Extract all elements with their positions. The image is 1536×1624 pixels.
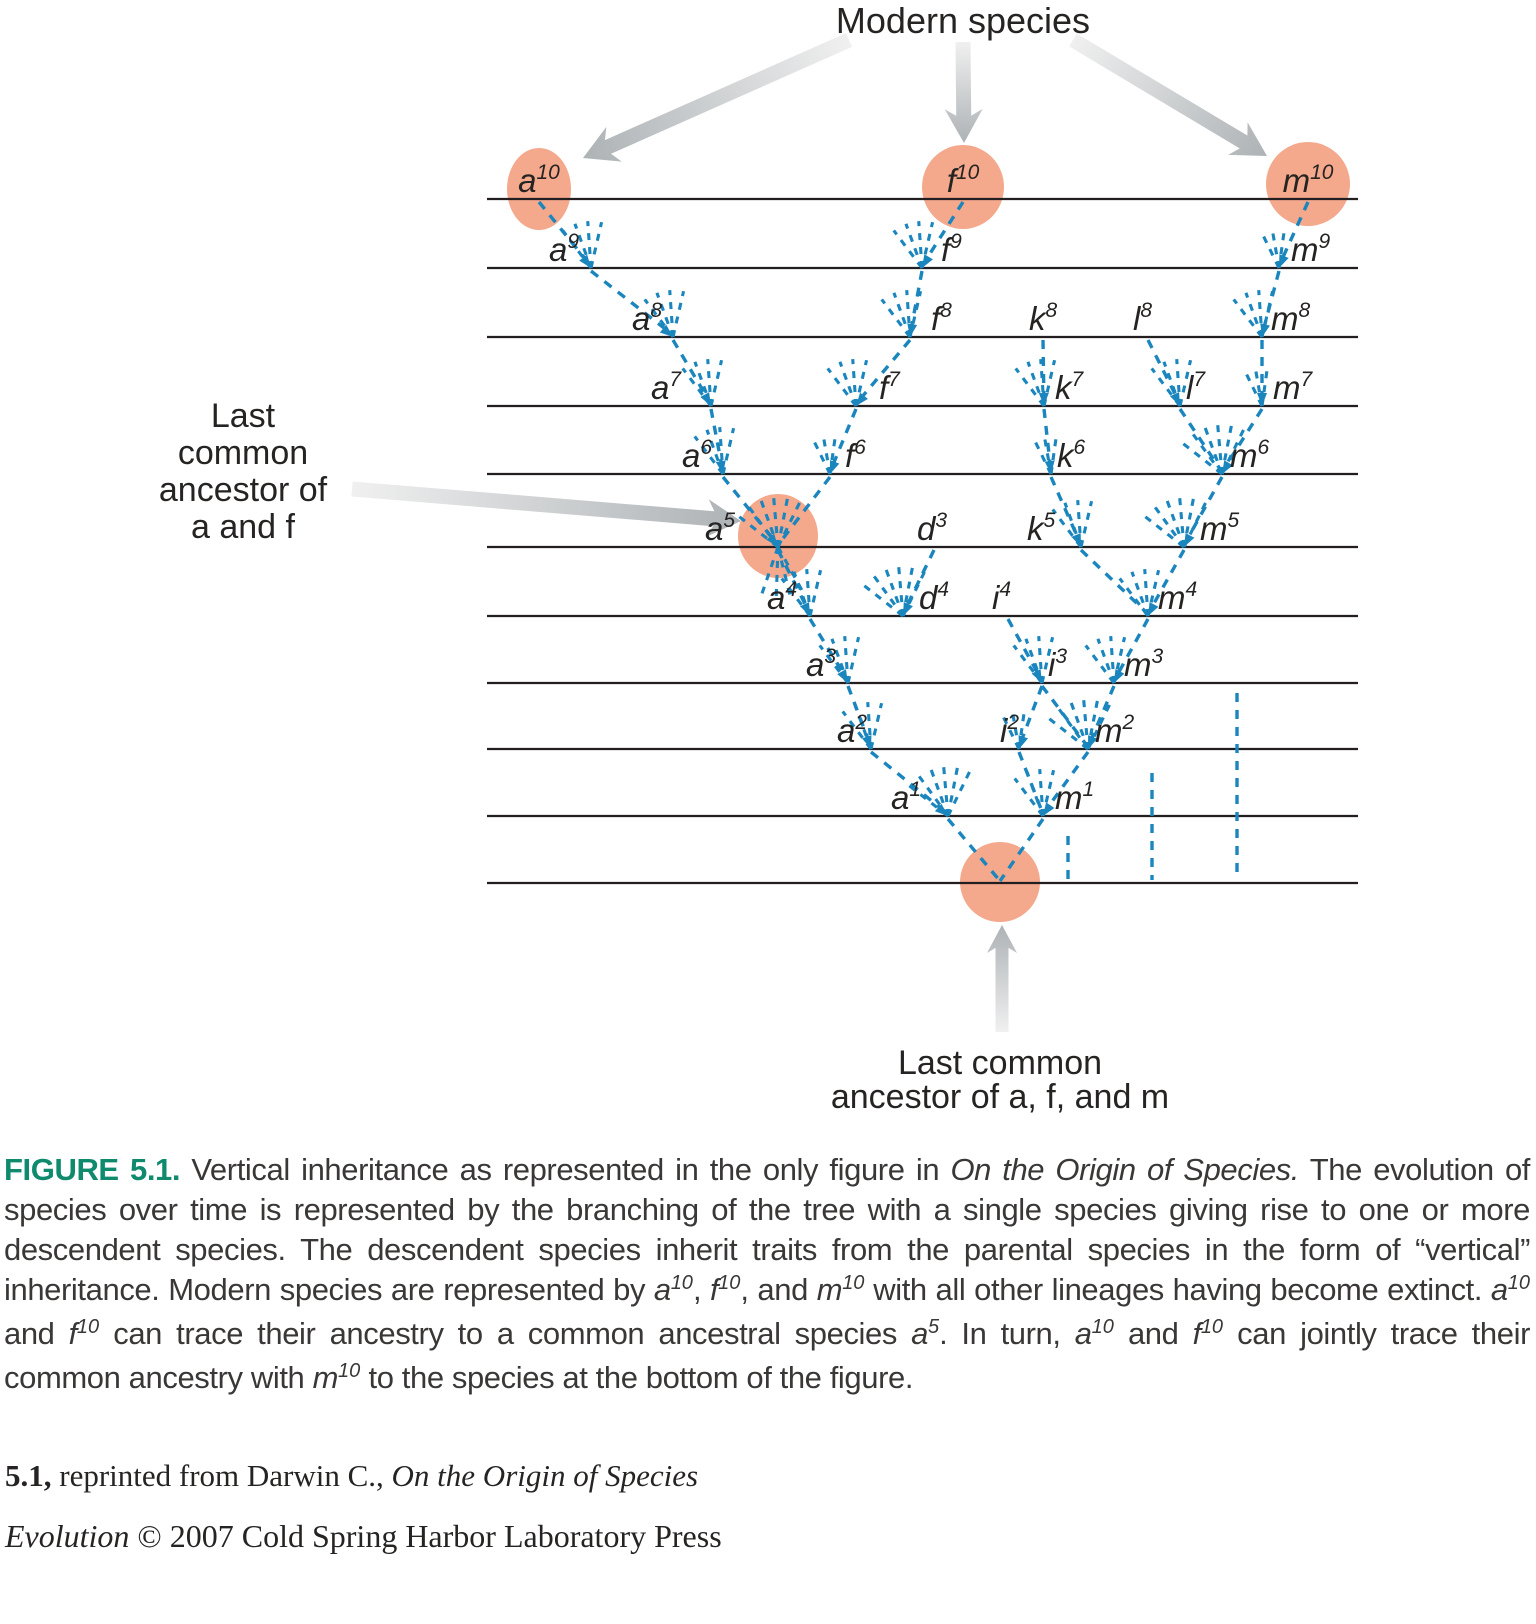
node-arrowhead xyxy=(1039,393,1049,406)
fan-ray xyxy=(670,290,673,337)
lca-a-f-label: a and f xyxy=(191,508,295,546)
fan-f8 xyxy=(882,290,921,337)
fan-ray xyxy=(1234,299,1262,337)
fan-ray xyxy=(673,291,684,337)
species-label-k5: $k^5$ xyxy=(1027,509,1056,547)
species-label-a7: $a^7$ xyxy=(650,368,681,406)
species-label-m8: $m^8$ xyxy=(1271,299,1311,337)
fan-ray xyxy=(1016,368,1044,406)
fan-ray xyxy=(840,362,856,406)
species-label-m6: $m^6$ xyxy=(1230,436,1270,474)
fan-ray xyxy=(711,360,722,406)
fan-ray xyxy=(1246,293,1262,337)
species-label-f7: $f^7$ xyxy=(879,368,900,406)
source-credit: 5.1, reprinted from Darwin C., On the Origin of Species xyxy=(5,1458,699,1493)
species-label-f9: $f^9$ xyxy=(941,230,962,268)
fan-ray xyxy=(1145,569,1148,616)
species-label-k6: $k^6$ xyxy=(1057,436,1086,474)
fan-ray xyxy=(948,766,973,816)
fan-m9 xyxy=(1262,230,1288,268)
fan-l7 xyxy=(1152,359,1191,406)
species-label-d3: $d^3$ xyxy=(917,509,948,547)
lca-a-f-label: ancestor of xyxy=(158,471,328,509)
fan-m8 xyxy=(1234,290,1273,337)
fan-m1 xyxy=(1015,769,1055,816)
fan-ray xyxy=(1015,778,1043,816)
species-label-a5: $a^5$ xyxy=(704,509,735,547)
figure-caption: FIGURE 5.1. Vertical inheritance as represented in the only figure in On the Origin of Species. The evolution of species over time is represented by the branching of the tree with a single species giving rise to one or more descendent species. The descendent species inherit traits from the parental species in the form of “vertical” inheritance. Modern species are represented by $a^{10}$, $f^{10}$, and $m^{10}$ with all other lineages having become extinct. $a^{10}$ and $f^{10}$ can trace their ancestry to a common ancestral species $a^5$. In turn, $a^{10}$ and $f^{10}$ can jointly trace their common ancestry with $m^{10}$ to the species at the bottom of the figure. xyxy=(4,1152,1531,1395)
species-label-a1: $a^1$ xyxy=(890,778,921,816)
species-label-a8: $a^8$ xyxy=(631,299,662,337)
species-label-l8: $l^8$ xyxy=(1133,299,1153,337)
edge-i3-m2 xyxy=(1042,686,1088,747)
fan-ray xyxy=(848,637,859,683)
node-arrowhead xyxy=(1184,533,1194,547)
ancestor-circle-f10 xyxy=(922,145,1004,229)
species-label-a3: $a^3$ xyxy=(805,645,836,683)
species-label-a9: $a^9$ xyxy=(548,230,579,268)
fan-ray xyxy=(948,761,959,816)
fan-ray xyxy=(882,299,910,337)
species-label-m9: $m^9$ xyxy=(1291,230,1331,268)
fan-k7 xyxy=(1016,359,1055,406)
species-label-i3: $i^3$ xyxy=(1048,645,1068,683)
node-arrowhead xyxy=(1043,802,1054,816)
node-arrowhead xyxy=(830,460,839,474)
fan-ray xyxy=(853,359,856,406)
arrow-to-a10-shaft xyxy=(604,40,849,149)
node-arrowhead xyxy=(1279,254,1289,268)
arrow-to-a5-shaft xyxy=(352,489,718,519)
species-label-l7: $l^7$ xyxy=(1186,368,1206,406)
species-label-i2: $i^2$ xyxy=(1000,711,1020,749)
fan-m4 xyxy=(1120,569,1159,616)
fan-f7 xyxy=(828,359,868,406)
species-label-f10: $f^{10}$ xyxy=(946,161,980,199)
species-label-m7: $m^7$ xyxy=(1273,368,1313,406)
fan-ray xyxy=(943,760,948,816)
species-label-d4: $d^4$ xyxy=(919,578,950,616)
lca-a-f-label: Last xyxy=(210,397,276,435)
species-label-f6: $f^6$ xyxy=(845,436,866,474)
species-label-a6: $a^6$ xyxy=(681,436,712,474)
fan-ray xyxy=(894,293,910,337)
species-label-k8: $k^8$ xyxy=(1029,299,1058,337)
node-arrowhead xyxy=(1114,669,1124,683)
fan-ray xyxy=(1179,491,1184,547)
species-label-k7: $k^7$ xyxy=(1055,368,1084,406)
species-label-m10: $m^{10}$ xyxy=(1282,161,1334,199)
species-label-i4: $i^4$ xyxy=(992,578,1012,616)
fan-m5 xyxy=(1140,491,1209,547)
fan-ray xyxy=(871,703,882,749)
fan-ray xyxy=(591,222,602,268)
node-arrowhead xyxy=(922,254,933,268)
species-label-a4: $a^4$ xyxy=(766,578,797,616)
fan-d4 xyxy=(859,560,928,616)
fan-ray xyxy=(810,570,821,616)
species-label-a2: $a^2$ xyxy=(836,711,867,749)
species-label-m3: $m^3$ xyxy=(1124,645,1164,683)
fan-ray xyxy=(828,368,856,406)
fan-m7 xyxy=(1245,368,1267,406)
fan-ray xyxy=(1098,639,1114,683)
modern-species-label: Modern species xyxy=(835,0,1091,41)
fan-ray xyxy=(906,224,922,268)
lca-a-f-m-label: ancestor of a, f, and m xyxy=(830,1078,1170,1116)
fan-ray xyxy=(870,571,903,616)
fan-ray xyxy=(1040,769,1043,816)
arrow-to-m10-shaft xyxy=(1073,40,1247,144)
lca-a-f-label: common xyxy=(177,434,309,472)
edge-l7-m6 xyxy=(1180,409,1222,472)
fan-ray xyxy=(1027,772,1043,816)
species-label-m4: $m^4$ xyxy=(1158,578,1198,616)
species-label-a10: $a^{10}$ xyxy=(518,161,560,199)
fan-m3 xyxy=(1086,636,1125,683)
fan-ray xyxy=(919,221,922,268)
fan-k6 xyxy=(1034,436,1056,474)
fan-ray xyxy=(1086,645,1114,683)
fan-f9 xyxy=(894,221,933,268)
fan-f6 xyxy=(813,436,839,474)
fan-a7 xyxy=(683,359,722,406)
fan-ray xyxy=(723,428,734,474)
node-arrowhead xyxy=(903,602,913,616)
node-arrowhead xyxy=(1019,735,1028,749)
publisher-credit: Evolution © 2007 Cold Spring Harbor Laboratory Press xyxy=(5,1518,722,1554)
node-arrowhead xyxy=(1148,602,1158,616)
fan-ray xyxy=(1081,501,1092,547)
fan-ray xyxy=(1111,636,1114,683)
fan-i3 xyxy=(1014,636,1053,683)
arrow-to-f10-shaft xyxy=(963,42,964,120)
fan-ray xyxy=(898,560,903,616)
species-label-f8: $f^8$ xyxy=(931,299,952,337)
fan-ray xyxy=(1151,502,1184,547)
species-label-m1: $m^1$ xyxy=(1055,778,1095,816)
species-label-m2: $m^2$ xyxy=(1095,711,1135,749)
node-arrowhead xyxy=(1257,393,1267,406)
lca-a-f-m-label: Last common xyxy=(897,1044,1103,1082)
species-label-m5: $m^5$ xyxy=(1200,509,1240,547)
fan-ray xyxy=(894,230,922,268)
